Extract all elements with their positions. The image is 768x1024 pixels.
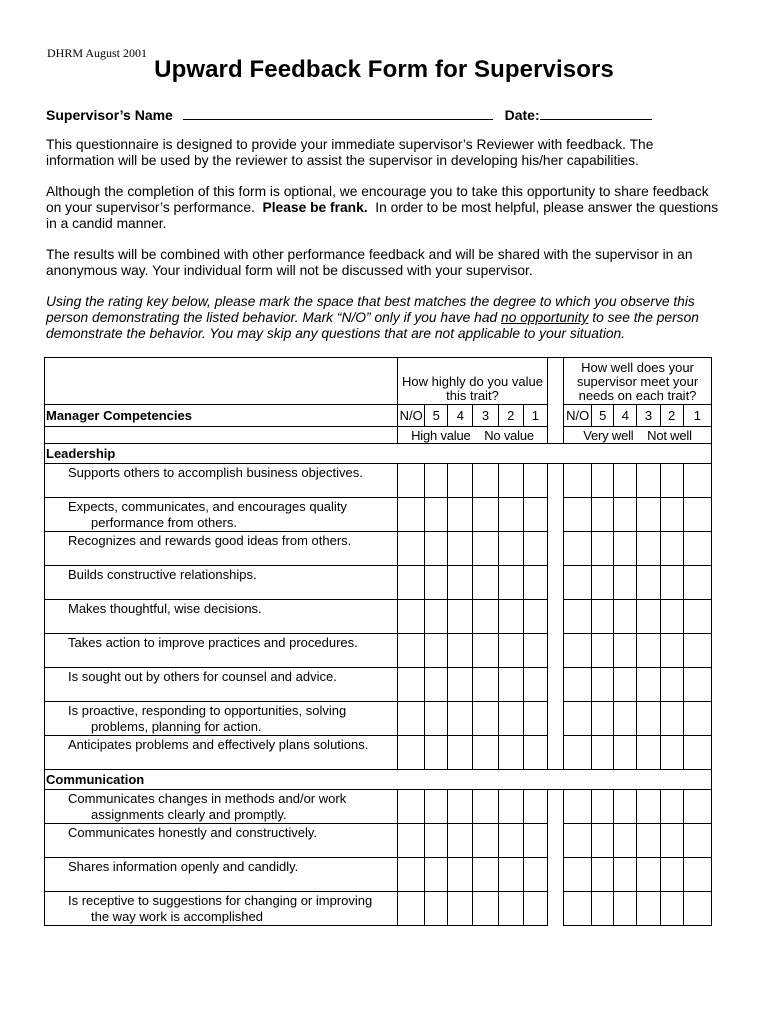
meet-rating-cell-no[interactable] [564,566,592,600]
value-rating-cell-1[interactable] [523,600,547,634]
competency-line: Recognizes and rewards good ideas from others. [68,533,352,548]
competency-line: Builds constructive relationships. [68,567,257,582]
intro-p2-text: on your supervisor’s performance. [46,200,263,215]
value-rating-cell-1[interactable] [523,892,547,926]
meet-scale-1: 1 [683,405,711,427]
meet-rating-cell-3[interactable] [637,600,660,634]
competency-row [45,566,712,600]
no-opportunity-text: no opportunity [501,310,589,325]
value-rating-cell-3[interactable] [473,824,498,858]
value-rating-cell-3[interactable] [473,600,498,634]
meet-rating-cell-2[interactable] [660,566,683,600]
spacer-cell [547,464,563,498]
value-scale-4: 4 [448,405,473,427]
meet-rating-cell-5[interactable] [592,464,614,498]
value-rating-cell-1[interactable] [523,824,547,858]
intro-p1-line: This questionnaire is designed to provide your immediate supervisor’s Reviewer with feedback. The [46,137,654,152]
competency-text [45,824,398,858]
supervisor-name-label: Supervisor’s Name [46,107,173,123]
meet-rating-cell-3[interactable] [637,824,660,858]
value-rating-cell-4[interactable] [448,668,473,702]
meet-rating-cell-2[interactable] [660,892,683,926]
value-rating-cell-4[interactable] [448,634,473,668]
value-rating-cell-no[interactable] [398,532,425,566]
value-rating-cell-5[interactable] [425,532,448,566]
meet-rating-cell-no[interactable] [564,600,592,634]
intro-paragraph-2 [46,184,736,232]
meet-rating-cell-1[interactable] [683,634,711,668]
value-rating-cell-1[interactable] [523,702,547,736]
value-rating-cell-5[interactable] [425,892,448,926]
value-rating-cell-no[interactable] [398,702,425,736]
value-rating-cell-5[interactable] [425,736,448,770]
value-rating-cell-3[interactable] [473,790,498,824]
meet-rating-cell-5[interactable] [592,668,614,702]
competency-line: Expects, communicates, and encourages quality [68,499,347,514]
meet-rating-cell-5[interactable] [592,532,614,566]
value-rating-cell-4[interactable] [448,600,473,634]
competency-text [45,566,398,600]
meet-rating-cell-no[interactable] [564,464,592,498]
feedback-table [44,357,712,926]
category-row [45,444,712,464]
category-row [45,770,712,790]
value-rating-cell-3[interactable] [473,858,498,892]
meet-rating-cell-4[interactable] [614,464,637,498]
value-rating-cell-no[interactable] [398,736,425,770]
instructions-line [46,310,736,326]
value-rating-cell-5[interactable] [425,702,448,736]
meet-rating-cell-3[interactable] [637,892,660,926]
competency-line: Takes action to improve practices and procedures. [68,635,358,650]
value-key-high: High value [411,427,471,443]
value-rating-cell-4[interactable] [448,464,473,498]
competency-text [45,892,398,926]
competency-line: Communicates honestly and constructively. [68,825,318,840]
value-rating-cell-5[interactable] [425,600,448,634]
competency-row [45,790,712,824]
competency-line: Supports others to accomplish business objectives. [68,465,363,480]
meet-rating-cell-no[interactable] [564,532,592,566]
value-rating-cell-3[interactable] [473,498,498,532]
value-rating-cell-4[interactable] [448,790,473,824]
spacer-cell [547,566,563,600]
meet-rating-cell-4[interactable] [614,566,637,600]
competency-line: assignments clearly and promptly. [91,807,287,822]
spacer-cell [547,858,563,892]
meet-rating-cell-4[interactable] [614,824,637,858]
meet-rating-cell-3[interactable] [637,464,660,498]
meet-rating-cell-2[interactable] [660,600,683,634]
competency-text [45,498,398,532]
instructions-text: to see the person [588,310,699,325]
value-rating-cell-5[interactable] [425,498,448,532]
value-rating-cell-2[interactable] [498,824,523,858]
form-code: DHRM August 2001 [47,46,148,60]
please-be-frank: Please be frank. [262,200,368,215]
competency-text [45,600,398,634]
meet-rating-cell-5[interactable] [592,790,614,824]
value-rating-cell-4[interactable] [448,532,473,566]
meet-rating-cell-3[interactable] [637,736,660,770]
value-rating-cell-2[interactable] [498,498,523,532]
value-rating-cell-1[interactable] [523,464,547,498]
competency-line: the way work is accomplished [91,909,263,924]
value-rating-cell-no[interactable] [398,464,425,498]
meet-rating-cell-1[interactable] [683,790,711,824]
value-rating-cell-5[interactable] [425,790,448,824]
meet-rating-cell-2[interactable] [660,824,683,858]
meet-scale-4: 4 [614,405,637,427]
meet-rating-cell-no[interactable] [564,790,592,824]
meet-rating-cell-1[interactable] [683,600,711,634]
value-rating-cell-1[interactable] [523,790,547,824]
value-rating-cell-1[interactable] [523,858,547,892]
competency-line: performance from others. [91,515,237,530]
meet-scale-3: 3 [637,405,660,427]
meet-rating-cell-5[interactable] [592,702,614,736]
value-rating-cell-2[interactable] [498,566,523,600]
competency-line: Makes thoughtful, wise decisions. [68,601,262,616]
meet-key-low: Not well [647,427,692,443]
value-rating-cell-3[interactable] [473,892,498,926]
meet-rating-cell-2[interactable] [660,498,683,532]
meet-rating-cell-1[interactable] [683,736,711,770]
competency-text [45,668,398,702]
spacer-column [547,358,563,444]
intro-p1-line: information will be used by the reviewer to assist the supervisor in developing his/her capabilities. [46,153,639,168]
meet-rating-cell-2[interactable] [660,634,683,668]
meet-key [564,427,712,444]
meet-question-header [564,358,712,405]
category-leadership: Leadership [45,444,712,464]
value-rating-cell-5[interactable] [425,464,448,498]
value-rating-cell-2[interactable] [498,858,523,892]
meet-rating-cell-2[interactable] [660,702,683,736]
competency-row [45,702,712,736]
meet-rating-cell-2[interactable] [660,532,683,566]
value-rating-cell-2[interactable] [498,464,523,498]
meet-rating-cell-2[interactable] [660,464,683,498]
value-rating-cell-no[interactable] [398,498,425,532]
intro-p2-line: in a candid manner. [46,216,167,231]
meet-rating-cell-3[interactable] [637,668,660,702]
competency-line: problems, planning for action. [91,719,262,734]
value-rating-cell-2[interactable] [498,532,523,566]
intro-p2-line: Although the completion of this form is optional, we encourage you to take this opportunity to share feedback [46,184,709,199]
value-rating-cell-no[interactable] [398,858,425,892]
value-rating-cell-2[interactable] [498,736,523,770]
spacer-cell [547,892,563,926]
value-rating-cell-3[interactable] [473,668,498,702]
date-label: Date: [504,107,540,123]
value-rating-cell-4[interactable] [448,498,473,532]
value-rating-cell-no[interactable] [398,824,425,858]
meet-rating-cell-no[interactable] [564,736,592,770]
value-rating-cell-2[interactable] [498,702,523,736]
meet-rating-cell-3[interactable] [637,532,660,566]
value-question-line: How highly do you value [402,374,543,389]
intro-p3-line: anonymous way. Your individual form will not be discussed with your supervisor. [46,263,533,278]
value-rating-cell-5[interactable] [425,824,448,858]
meet-scale-no: N/O [564,405,592,427]
value-rating-cell-1[interactable] [523,634,547,668]
meet-key-high: Very well [583,427,634,443]
table-header-row [45,358,712,405]
value-scale-3: 3 [473,405,498,427]
competency-row [45,892,712,926]
value-rating-cell-no[interactable] [398,600,425,634]
value-rating-cell-4[interactable] [448,824,473,858]
meet-rating-cell-4[interactable] [614,702,637,736]
spacer-cell [547,532,563,566]
spacer-cell [547,634,563,668]
meet-rating-cell-no[interactable] [564,892,592,926]
meet-rating-cell-4[interactable] [614,736,637,770]
value-rating-cell-4[interactable] [448,566,473,600]
competency-text [45,736,398,770]
instructions-line: Using the rating key below, please mark the space that best matches the degree to which you observe this [46,294,695,309]
competency-row [45,600,712,634]
value-rating-cell-4[interactable] [448,892,473,926]
meet-rating-cell-no[interactable] [564,668,592,702]
competency-row [45,824,712,858]
competency-line: Is proactive, responding to opportunities, solving [68,703,347,718]
intro-paragraph-3 [46,247,736,279]
competency-text [45,532,398,566]
competency-text [45,464,398,498]
competency-row [45,668,712,702]
value-rating-cell-5[interactable] [425,634,448,668]
competency-line: Anticipates problems and effectively plans solutions. [68,737,369,752]
meet-rating-cell-3[interactable] [637,702,660,736]
value-rating-cell-3[interactable] [473,736,498,770]
value-rating-cell-no[interactable] [398,668,425,702]
rating-instructions [46,294,736,342]
value-rating-cell-1[interactable] [523,532,547,566]
meet-rating-cell-4[interactable] [614,858,637,892]
meet-rating-cell-no[interactable] [564,634,592,668]
meet-rating-cell-3[interactable] [637,566,660,600]
spacer-cell [547,736,563,770]
competency-text [45,858,398,892]
meet-rating-cell-4[interactable] [614,892,637,926]
value-question-header [398,358,548,405]
meet-rating-cell-5[interactable] [592,892,614,926]
meet-rating-cell-4[interactable] [614,498,637,532]
competency-line: Shares information openly and candidly. [68,859,299,874]
value-scale-5: 5 [425,405,448,427]
meet-rating-cell-1[interactable] [683,892,711,926]
key-row [45,427,712,444]
meet-rating-cell-no[interactable] [564,858,592,892]
meet-rating-cell-2[interactable] [660,858,683,892]
value-key-low: No value [484,427,534,443]
meet-rating-cell-3[interactable] [637,498,660,532]
meet-rating-cell-no[interactable] [564,498,592,532]
meet-rating-cell-5[interactable] [592,498,614,532]
competency-line: Is receptive to suggestions for changing or improving [68,893,373,908]
value-rating-cell-5[interactable] [425,566,448,600]
value-rating-cell-no[interactable] [398,566,425,600]
key-blank-cell [45,427,398,444]
date-field[interactable] [540,106,652,120]
instructions-text: person demonstrating the listed behavior. Mark “N/O” only if you have had [46,310,502,325]
value-rating-cell-4[interactable] [448,858,473,892]
value-rating-cell-2[interactable] [498,600,523,634]
spacer-cell [547,600,563,634]
meet-rating-cell-5[interactable] [592,566,614,600]
page-title: Upward Feedback Form for Supervisors [154,56,614,83]
meet-rating-cell-4[interactable] [614,600,637,634]
meet-rating-cell-3[interactable] [637,634,660,668]
value-scale-no: N/O [398,405,425,427]
spacer-cell [547,702,563,736]
value-rating-cell-3[interactable] [473,464,498,498]
meet-question-line: supervisor meet your [576,374,699,389]
scale-row [45,405,712,427]
intro-p2-text: In order to be most helpful, please answer the questions [367,200,719,215]
meet-rating-cell-2[interactable] [660,790,683,824]
meet-rating-cell-5[interactable] [592,736,614,770]
spacer-cell [547,790,563,824]
spacer-cell [547,498,563,532]
intro-paragraph-1 [46,137,736,169]
meet-rating-cell-2[interactable] [660,668,683,702]
meet-scale-2: 2 [660,405,683,427]
meet-rating-cell-4[interactable] [614,634,637,668]
meet-rating-cell-3[interactable] [637,858,660,892]
spacer-cell [547,668,563,702]
competency-line: Communicates changes in methods and/or work [68,791,347,806]
meet-rating-cell-5[interactable] [592,858,614,892]
value-rating-cell-2[interactable] [498,892,523,926]
meet-rating-cell-1[interactable] [683,532,711,566]
value-rating-cell-2[interactable] [498,668,523,702]
value-rating-cell-3[interactable] [473,566,498,600]
meet-rating-cell-5[interactable] [592,634,614,668]
competency-row [45,858,712,892]
competency-row [45,532,712,566]
competencies-label: Manager Competencies [45,405,398,427]
meet-scale-5: 5 [592,405,614,427]
meet-rating-cell-1[interactable] [683,464,711,498]
meet-rating-cell-1[interactable] [683,668,711,702]
meet-rating-cell-1[interactable] [683,858,711,892]
competency-text [45,634,398,668]
instructions-line: demonstrate the behavior. You may skip any questions that are not applicable to your situation. [46,326,626,341]
value-rating-cell-no[interactable] [398,892,425,926]
competency-row [45,498,712,532]
value-rating-cell-1[interactable] [523,668,547,702]
value-rating-cell-1[interactable] [523,498,547,532]
meet-rating-cell-5[interactable] [592,600,614,634]
competency-row [45,634,712,668]
value-rating-cell-1[interactable] [523,566,547,600]
meet-rating-cell-1[interactable] [683,702,711,736]
meet-rating-cell-1[interactable] [683,824,711,858]
meet-rating-cell-5[interactable] [592,824,614,858]
meet-rating-cell-4[interactable] [614,668,637,702]
meet-rating-cell-2[interactable] [660,736,683,770]
spacer-cell [547,824,563,858]
value-rating-cell-1[interactable] [523,736,547,770]
value-rating-cell-4[interactable] [448,736,473,770]
value-question-line: this trait? [446,388,499,403]
value-rating-cell-3[interactable] [473,634,498,668]
competency-text [45,702,398,736]
supervisor-name-field[interactable] [183,106,493,120]
value-key [398,427,548,444]
meet-rating-cell-no[interactable] [564,702,592,736]
value-rating-cell-3[interactable] [473,702,498,736]
header-blank-cell [45,358,398,405]
intro-p3-line: The results will be combined with other performance feedback and will be shared with the supervisor in an [46,247,693,262]
intro-p2-line [46,200,736,216]
meet-rating-cell-3[interactable] [637,790,660,824]
meet-rating-cell-4[interactable] [614,532,637,566]
meet-question-line: needs on each trait? [578,388,697,403]
value-rating-cell-2[interactable] [498,790,523,824]
value-rating-cell-5[interactable] [425,668,448,702]
competency-text [45,790,398,824]
meet-rating-cell-1[interactable] [683,498,711,532]
value-rating-cell-no[interactable] [398,790,425,824]
supervisor-name-line [46,106,652,123]
meet-rating-cell-1[interactable] [683,566,711,600]
meet-rating-cell-no[interactable] [564,824,592,858]
competency-row [45,464,712,498]
value-rating-cell-2[interactable] [498,634,523,668]
value-rating-cell-3[interactable] [473,532,498,566]
value-rating-cell-5[interactable] [425,858,448,892]
competency-line: Is sought out by others for counsel and advice. [68,669,337,684]
value-rating-cell-no[interactable] [398,634,425,668]
value-rating-cell-4[interactable] [448,702,473,736]
meet-rating-cell-4[interactable] [614,790,637,824]
competency-row [45,736,712,770]
value-scale-2: 2 [498,405,523,427]
category-communication: Communication [45,770,712,790]
meet-question-line: How well does your [581,360,694,375]
value-scale-1: 1 [523,405,547,427]
